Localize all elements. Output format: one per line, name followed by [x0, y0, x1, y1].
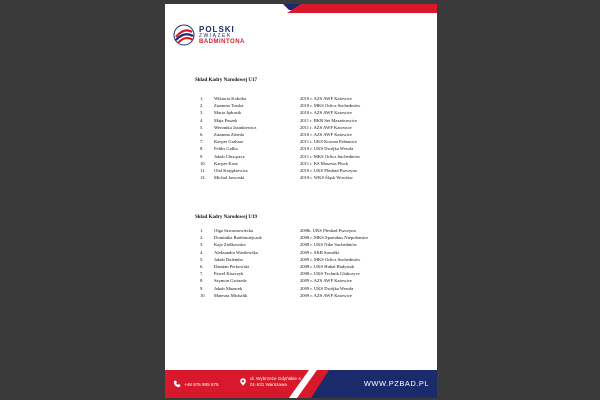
roster-row	[195, 249, 415, 256]
player-number: 11.	[200, 167, 206, 173]
footer-phone	[173, 380, 219, 388]
player-name: Kacper Kosz	[214, 160, 238, 166]
player-name: Jakub Dulemba	[214, 256, 243, 262]
roster-row	[195, 292, 415, 299]
player-number: 1.	[200, 96, 204, 101]
player-club: 2008 r. MKS Spartakus Niepołomice	[300, 235, 369, 241]
player-club: 2011 r. UKS Korona Pabianice	[300, 139, 357, 145]
player-number: 12.	[200, 175, 206, 181]
roster-row	[195, 109, 415, 116]
roster-row	[195, 117, 415, 124]
player-name: Paweł Kiszczyk	[214, 271, 244, 277]
player-club: 2011 r. MKS Orlicz Suchedniów	[300, 153, 361, 159]
address-line-1: ul. Wybrzeże Gdyńskie 4	[250, 376, 301, 381]
player-number: 6.	[200, 263, 204, 269]
roster-row	[195, 153, 415, 160]
roster-row	[195, 95, 415, 102]
player-number: 7.	[200, 271, 204, 277]
roster-row	[195, 234, 415, 241]
player-club: 2009 r. MKS Orlicz Suchedniów	[300, 256, 361, 262]
player-club: 2009 r. AZS AWF Katowice	[300, 292, 352, 298]
player-number: 5.	[200, 256, 204, 262]
player-name: Dominika Bartłomiejczuk	[214, 235, 262, 241]
player-number: 8.	[200, 146, 204, 152]
player-club: 2010 r. WKS Śląsk Wrocław	[300, 175, 353, 181]
player-number: 10.	[200, 292, 206, 298]
logo-line-2: ZWIĄZEK	[199, 32, 232, 39]
player-name: Feliks Gołka	[214, 146, 238, 152]
roster-row	[195, 263, 415, 270]
player-number: 1.	[200, 228, 204, 233]
player-club: 2010 r. UKS Dwójka Wesoła	[300, 146, 354, 152]
player-club: 2008r. UKS Plesbad Pszczyna	[300, 228, 356, 233]
player-name: Jakub Mazurek	[214, 285, 243, 291]
player-club: 2008 r. UKS Hubal Białystok	[300, 263, 355, 269]
u19-section-title: Skład Kadry Narodowej U19	[195, 215, 257, 220]
player-club: 2009 r. SKB Suwałki	[300, 249, 340, 255]
player-club: 2008 r. UKS Nike Suchedniów	[300, 242, 358, 248]
roster-row	[195, 138, 415, 145]
player-number: 6.	[200, 131, 204, 137]
u19-roster	[195, 227, 415, 299]
player-number: 10.	[200, 160, 206, 166]
player-number: 4.	[200, 249, 204, 255]
player-name: Mateusz Michalik	[214, 292, 248, 298]
footer-website: WWW.PZBAD.PL	[363, 379, 429, 388]
player-name: Aleksandra Wasilewska	[214, 249, 258, 255]
roster-row	[195, 174, 415, 181]
shuttlecock-logo-icon	[173, 24, 195, 46]
player-name: Damian Perkowski	[214, 263, 250, 269]
player-club: 2008 r. UKS Technik Głubczyce	[300, 271, 360, 277]
player-number: 7.	[200, 139, 204, 145]
phone-number: +48 575 905 675	[184, 381, 219, 387]
player-name: Olaf Krajękiewicz	[214, 167, 248, 173]
address-line-2: 01-531 Warszawa	[250, 381, 287, 387]
roster-row	[195, 160, 415, 167]
u17-section-title: Skład Kadry Narodowej U17	[195, 78, 257, 83]
player-number: 2.	[200, 235, 204, 241]
roster-row	[195, 124, 415, 131]
roster-row	[195, 145, 415, 152]
roster-row	[195, 256, 415, 263]
player-name: Maja Paszek	[214, 117, 238, 123]
player-number: 8.	[200, 278, 204, 284]
player-name: Michał Jaworski	[214, 175, 245, 181]
player-number: 3.	[200, 242, 204, 248]
player-name: Olga Szwarnowiecka	[214, 228, 254, 233]
player-club: 2011 r. BKB Set Mazańcowice	[300, 117, 357, 123]
player-club: 2009 r. UKS Dwójka Wesoła	[300, 285, 354, 291]
player-club: 2010 r. AZS AWF Katowice	[300, 131, 352, 137]
player-club: 2011 r. AZS AWF Katowice	[300, 124, 352, 130]
player-number: 5.	[200, 124, 204, 130]
roster-row	[195, 167, 415, 174]
player-club: 2010 r. MKS Orlicz Suchedniów	[300, 103, 361, 109]
phone-icon	[173, 380, 181, 388]
roster-row	[195, 277, 415, 284]
player-number: 9.	[200, 153, 204, 159]
roster-row	[195, 270, 415, 277]
player-club: 2010 r. AZS AWF Katowice	[300, 110, 352, 116]
roster-row	[195, 227, 415, 234]
player-name: Weronika Jasinkiewicz	[214, 124, 257, 130]
roster-row	[195, 102, 415, 109]
roster-row	[195, 241, 415, 248]
player-name: Wiktoria Kołotka	[214, 96, 247, 101]
player-club: 2011 r. KS Masovia Płock	[300, 160, 349, 166]
player-name: Maria Jędrasik	[214, 110, 242, 116]
player-number: 9.	[200, 285, 204, 291]
player-name: Kaja Ziółkowska	[214, 242, 246, 248]
player-name: Szymon Gwiazda	[214, 278, 247, 284]
player-number: 2.	[200, 103, 204, 109]
logo-wordmark	[199, 26, 245, 45]
logo-line-3: BADMINTONA	[199, 38, 245, 45]
player-name: Jakub Chrząszcz	[214, 153, 245, 159]
pzbad-logo	[173, 24, 245, 46]
player-name: Zuzanna Turska	[214, 103, 244, 109]
footer-bar	[165, 370, 437, 398]
header-red-bar	[287, 4, 437, 13]
footer-address	[239, 376, 301, 387]
player-club: 2010 r. UKS Plesbad Pszczyna	[300, 167, 357, 173]
u17-roster	[195, 95, 415, 181]
player-name: Kacper Graharz	[214, 139, 244, 145]
player-number: 3.	[200, 110, 204, 116]
player-club: 2009 r. AZS AWF Katowice	[300, 278, 352, 284]
player-name: Zuzanna Ziemla	[214, 131, 244, 137]
player-club: 2010 r. AZS AWF Katowice	[300, 96, 352, 101]
location-pin-icon	[239, 378, 247, 386]
roster-row	[195, 285, 415, 292]
roster-row	[195, 131, 415, 138]
document-page	[165, 4, 437, 398]
player-number: 4.	[200, 117, 204, 123]
logo-line-1: POLSKI	[199, 24, 235, 34]
